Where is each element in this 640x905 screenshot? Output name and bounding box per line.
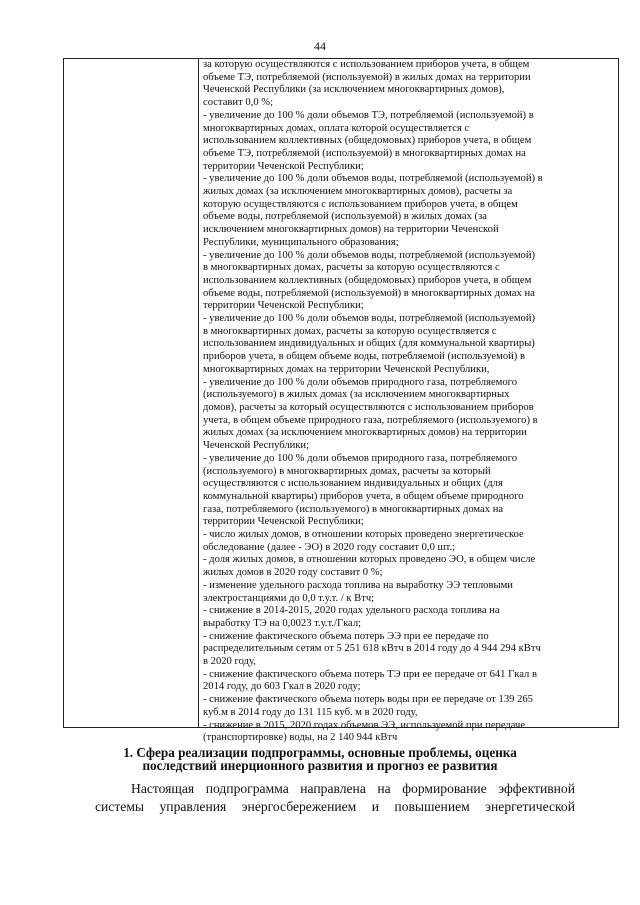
text-line: объеме ТЭ, потребляемой (используемой) в многоквартирных домах на — [203, 147, 526, 159]
text-line: коммунальной квартиры) приборов учета, в общем объеме природного — [203, 490, 524, 502]
text-line: в многоквартирных домах, расчеты за которую осуществляется с — [203, 325, 497, 337]
text-line: объеме ТЭ, потребляемой (используемой) в жилых домах на территории — [203, 71, 531, 83]
text-line: жилых домах (за исключением многоквартирных домов) на территории — [203, 427, 527, 439]
text-line: осуществляются с использованием индивидуальных и общих (для — [203, 478, 503, 490]
text-line: в многоквартирных домах, расчеты за которую осуществляются с — [203, 262, 500, 274]
text-line: последствий инерционного развития и прогноз ее развития — [142, 758, 498, 773]
text-line: - снижение фактического объема потерь воды при ее передаче от 139 265 — [203, 694, 533, 706]
text-line: (используемого) в многоквартирных домах, расчеты за который — [203, 465, 491, 477]
text-line: жилых домах (за исключением многоквартирных домов), расчеты за — [203, 186, 513, 198]
text-line: использованием коллективных (общедомовых) приборов учета, в общем — [203, 274, 532, 286]
text-line: многоквартирных домах, оплата которой осуществляется с — [203, 122, 470, 134]
text-line: - увеличение до 100 % доли объемов природного газа, потребляемого — [203, 452, 518, 464]
text-line: использованием индивидуальных и общих (для коммунальной квартиры) — [203, 338, 535, 350]
text-line: объеме воды, потребляемой (используемой) в жилых домах (за — [203, 211, 487, 223]
text-line: - увеличение до 100 % доли объемов природного газа, потребляемого — [203, 376, 518, 388]
text-line: - снижение в 2015, 2020 годах объемов ЭЭ, используемой при передаче — [203, 719, 526, 731]
text-line: приборов учета, в общем объеме воды, потребляемой (используемой) в — [203, 351, 525, 363]
text-line: территории Чеченской Республики; — [203, 160, 364, 172]
text-line: которую осуществляются с использованием приборов учета, в общем — [203, 198, 518, 210]
text-line: Чеченской Республики (за исключением многоквартирных домов), — [203, 84, 505, 96]
text-line: за которую осуществляются с использованием приборов учета, в общем — [203, 59, 530, 70]
text-line: электростанциями до 0,0 т.у.т. / к Втч; — [203, 592, 375, 604]
text-line: исключением многоквартирных домов) на территории Чеченской — [203, 224, 499, 236]
text-line: - увеличение до 100 % доли объемов ТЭ, потребляемой (используемой) в — [203, 109, 534, 121]
text-line: 2014 году, до 603 Гкал в 2020 году; — [203, 681, 361, 693]
page-number: 44 — [314, 39, 326, 53]
text-line: (транспортировке) воды, на 2 140 944 кВтч — [203, 732, 398, 744]
table-column-divider — [198, 59, 199, 727]
body-paragraph — [95, 780, 575, 816]
text-line: (используемого) в жилых домах (за исключением многоквартирных — [203, 389, 510, 401]
text-line: жилых домов в 2020 году составит 0 %; — [203, 567, 383, 579]
text-line: - снижение в 2014-2015, 2020 годах удельного расхода топлива на — [203, 605, 500, 617]
text-line: - доля жилых домов, в отношении которых проведено ЭО, в общем числе — [203, 554, 536, 566]
targets-table — [63, 58, 619, 744]
text-line: обследование (далее - ЭО) в 2020 году составит 0,0 шт.; — [203, 541, 456, 553]
text-line: выработку ТЭ на 0,0023 т.у.т./Гкал; — [203, 617, 362, 629]
text-line: - изменение удельного расхода топлива на выработку ЭЭ тепловыми — [203, 579, 513, 591]
text-line: распределительным сетям от 5 251 618 кВтч в 2014 году до 4 944 294 кВтч — [203, 643, 541, 655]
text-line: - увеличение до 100 % доли объемов воды, потребляемой (используемой) — [203, 249, 536, 261]
text-line: - снижение фактического объема потерь ТЭ при ее передаче от 641 Гкал в — [203, 668, 537, 680]
text-line: использованием коллективных (общедомовых) приборов учета, в общем — [203, 135, 532, 147]
text-line: объеме воды, потребляемой (используемой) в многоквартирных домах на — [203, 287, 535, 299]
expected-results-cell — [203, 59, 618, 745]
text-line: - увеличение до 100 % доли объемов воды, потребляемой (используемой) — [203, 313, 536, 325]
text-line: куб.м в 2014 году до 131 115 куб. м в 2020 году, — [203, 706, 418, 718]
text-line: территории Чеченской Республики; — [203, 516, 364, 528]
text-line: системы управления энергосбережением и повышением энергетической — [95, 799, 575, 814]
text-line: Настоящая подпрограмма направлена на формирование эффективной — [131, 781, 575, 796]
text-line: 1. Сфера реализации подпрограммы, основные проблемы, оценка — [123, 745, 517, 760]
text-line: в 2020 году, — [203, 656, 256, 668]
text-line: Чеченской Республики; — [203, 440, 310, 452]
text-line: - число жилых домов, в отношении которых проведено энергетическое — [203, 529, 524, 541]
text-line: территории Чеченской Республики; — [203, 300, 364, 312]
text-line: составит 0,0 %; — [203, 97, 274, 109]
text-line: многоквартирных домах на территории Чеченской Республики, — [203, 363, 490, 375]
section-heading — [0, 746, 640, 772]
text-line: - снижение фактического объема потерь ЭЭ при ее передаче по — [203, 630, 489, 642]
text-line: учета, в общем объеме природного газа, потребляемого (используемого) в — [203, 414, 538, 426]
text-line: - увеличение до 100 % доли объемов воды, потребляемой (используемой) в — [203, 173, 543, 185]
text-line: газа, потребляемого (используемого) в многоквартирных домах на — [203, 503, 504, 515]
text-line: домов), расчеты за который осуществляются с использованием приборов — [203, 401, 534, 413]
text-line: Республики, муниципального образования; — [203, 236, 399, 248]
